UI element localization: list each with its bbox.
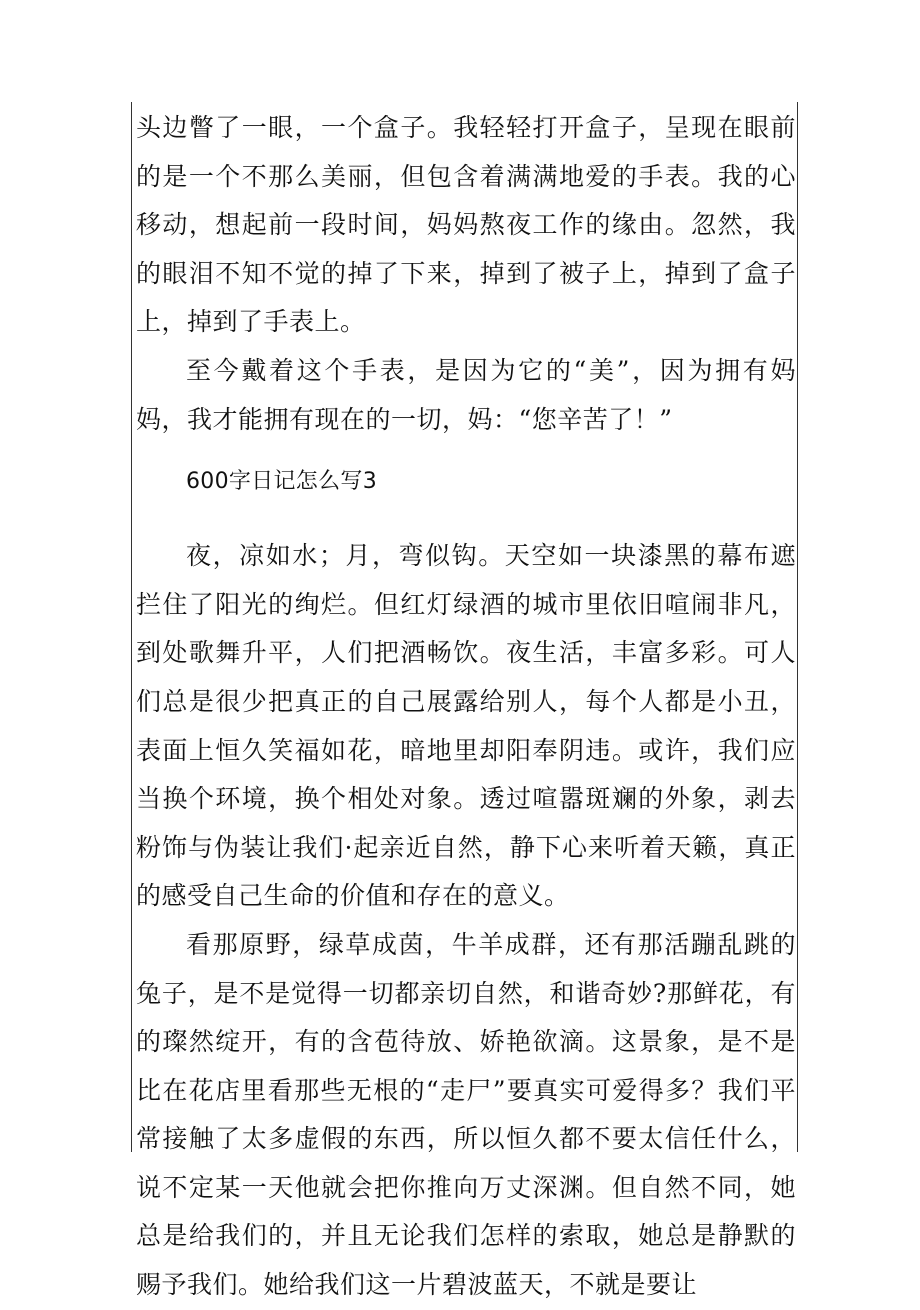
paragraph-night: 夜，凉如水；月，弯似钩。天空如一块漆黑的幕布遮拦住了阳光的绚烂。但红灯绿酒的城市里依旧喧闹非凡，到处歌舞升平，人们把酒畅饮。夜生活，丰富多彩。可人们总是很少把真正的自己展露给别人，每个人都是小丑，表面上恒久笑福如花，暗地里却阳奉阴违。或许，我们应当换个环境，换个相处对象。透过喧嚣斑斓的外象，剥去粉饰与伪装让我们·起亲近自然，静下心来听着天籁，真正的感受自己生命的价值和存在的意义。 bbox=[136, 541, 796, 911]
paragraph-watch: 至今戴着这个手表，是因为它的“美”，因为拥有妈妈，我才能拥有现在的一切，妈：“您辛苦了！” bbox=[136, 355, 796, 434]
paragraph-continued: 头边瞥了一眼，一个盒子。我轻轻打开盒子，呈现在眼前的是一个不那么美丽，但包含着满满地爱的手表。我的心移动，想起前一段时间，妈妈熬夜工作的缘由。忽然，我的眼泪不知不觉的掉了下来，掉到了被子上，掉到了盒子上，掉到了手表上。 bbox=[136, 113, 796, 337]
section-heading: 600字日记怎么写3 bbox=[186, 469, 377, 495]
left-border-line bbox=[131, 102, 132, 1152]
right-border-line bbox=[797, 102, 798, 1152]
paragraph-nature: 看那原野，绿草成茵，牛羊成群，还有那活蹦乱跳的兔子，是不是觉得一切都亲切自然，和谐奇妙?那鲜花，有的璨然绽开，有的含苞待放、娇艳欲滴。这景象，是不是比在花店里看那些无根的“走尸”要真实可爱得多？我们平常接触了太多虚假的东西，所以恒久都不要太信任什么，说不定某一天他就会把你推向万丈深渊。但自然不同，她总是给我们的，并且无论我们怎样的索取，她总是静默的赐予我们。她给我们这一片碧波蓝天，不就是要让 bbox=[136, 929, 796, 1300]
document-body bbox=[136, 104, 796, 1310]
